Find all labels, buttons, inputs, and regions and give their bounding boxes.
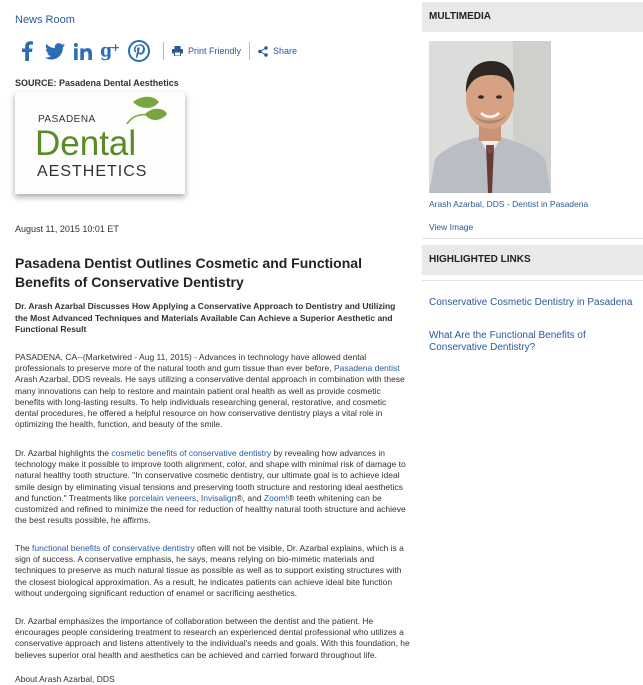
article-date: August 11, 2015 10:01 ET [15,224,119,234]
share-label: Share [273,46,298,56]
article-paragraph-2: Dr. Azarbal highlights the cosmetic benefits of conservative dentistry by revealing how advances in technology make it possible to improve tooth alignment, color, and shape with minimal risk of damage to natural healthy tooth structure. "In conservative cosmetic dentistry, our ultimate goal is to achieve ideal smile design by eliminating visual tensions and preserving tooth structure and restoring ideal aesthetics and function." Treatments like porcelain veneers, Invisalign®, and Zoom!® teeth whitening can be customized and refined to minimize the need for reduction of healthy natural tooth structure and achieve the best results possible, he affirms. [15,448,406,526]
pasadena-dentist-link[interactable]: Pasadena dentist [333,363,400,374]
news-room-link[interactable]: News Room [15,14,75,26]
twitter-icon[interactable] [43,39,67,63]
zoom-link[interactable]: Zoom! [263,492,288,503]
multimedia-header: MULTIMEDIA [422,2,643,32]
sidebar-divider [422,280,643,281]
source-line: SOURCE: Pasadena Dental Aesthetics [15,78,179,88]
logo-line-2: Dental [35,124,137,163]
article-paragraph-5: About Arash Azarbal, DDS [15,674,115,684]
article-paragraph-1: PASADENA, CA--(Marketwired - Aug 11, 2015) - Advances in technology have allowed dental professionals to preserve more of the natural tooth and gum tissue than ever before, Pasadena dentist Arash Azarbal, DDS reveals. He says utilizing a conservative dental approach in combination with these many innovations can help to restore and maintain patient oral health as well as provide cosmetic benefits with long-lasting results. To help individuals researching general, restorative, and cosmetic dental procedures, he offered a helpful resource on how conservative dentistry plays a vital role in optimizing the health, function, and beauty of the smile. [15,352,405,430]
toolbar-divider [163,42,164,60]
company-logo [15,92,185,194]
article-title: Pasadena Dentist Outlines Cosmetic and Functional Benefits of Conservative Dentistry [15,255,362,290]
print-friendly-label: Print Friendly [188,46,242,56]
print-icon [172,46,183,56]
invisalign-link[interactable]: Invisalign [200,492,237,503]
sidebar-divider [422,238,643,239]
article-paragraph-3: The functional benefits of conservative dentistry often will not be visible, Dr. Azarbal explains, which is a sign of success. A conservative emphasis, he says, means relying on bio-mimetic materials and techniques to preserve as much natural tissue as possible as well as to support existing structures with the closest biological approximation. As a result, he indicates patients can achieve ideal bite function without undergoing significant reduction of enamel or sacrificing aesthetics. [15,543,404,598]
linkedin-icon[interactable] [71,39,95,63]
functional-benefits-link[interactable]: functional benefits of conservative dentistry [32,543,195,553]
toolbar-divider [249,42,250,60]
share-toolbar [15,38,297,64]
svg-text:g: g [100,41,113,61]
photo-caption-link[interactable]: Arash Azarbal, DDS - Dentist in Pasadena [429,199,589,209]
highlighted-link-2[interactable]: What Are the Functional Benefits of Conservative Dentistry? [429,330,586,353]
google-plus-icon[interactable] [99,39,123,63]
share-icon [258,46,268,57]
porcelain-veneers-link[interactable]: porcelain veneers [129,492,197,503]
dentist-photo[interactable] [429,41,551,193]
print-friendly-button[interactable] [172,46,241,56]
share-button[interactable] [258,46,297,57]
highlighted-link-1[interactable]: Conservative Cosmetic Dentistry in Pasadena [429,297,633,308]
article-subtitle: Dr. Arash Azarbal Discusses How Applying a Conservative Approach to Dentistry and Utilizing the Most Advanced Techniques and Materials Available Can Achieve a Superior Aesthetic and Functional Result [15,301,396,334]
cosmetic-benefits-link[interactable]: cosmetic benefits of conservative dentistry [111,448,272,458]
pinterest-icon[interactable] [127,39,151,63]
highlighted-links-header: HIGHLIGHTED LINKS [422,245,643,275]
facebook-icon[interactable] [15,39,39,63]
svg-text:+: + [111,41,121,54]
logo-line-3: AESTHETICS [37,163,148,180]
article-paragraph-4: Dr. Azarbal emphasizes the importance of collaboration between the dentist and the patient. He encourages people considering treatment to research an experienced dental professional who utilizes a conservative approach and listens attentively to the individual's needs and goals. With this foundation, he believes superior oral health and aesthetics can be achieved and carried forward throughout life. [15,616,410,660]
view-image-link[interactable]: View Image [429,222,474,232]
logo-line-1: PASADENA [38,114,96,125]
